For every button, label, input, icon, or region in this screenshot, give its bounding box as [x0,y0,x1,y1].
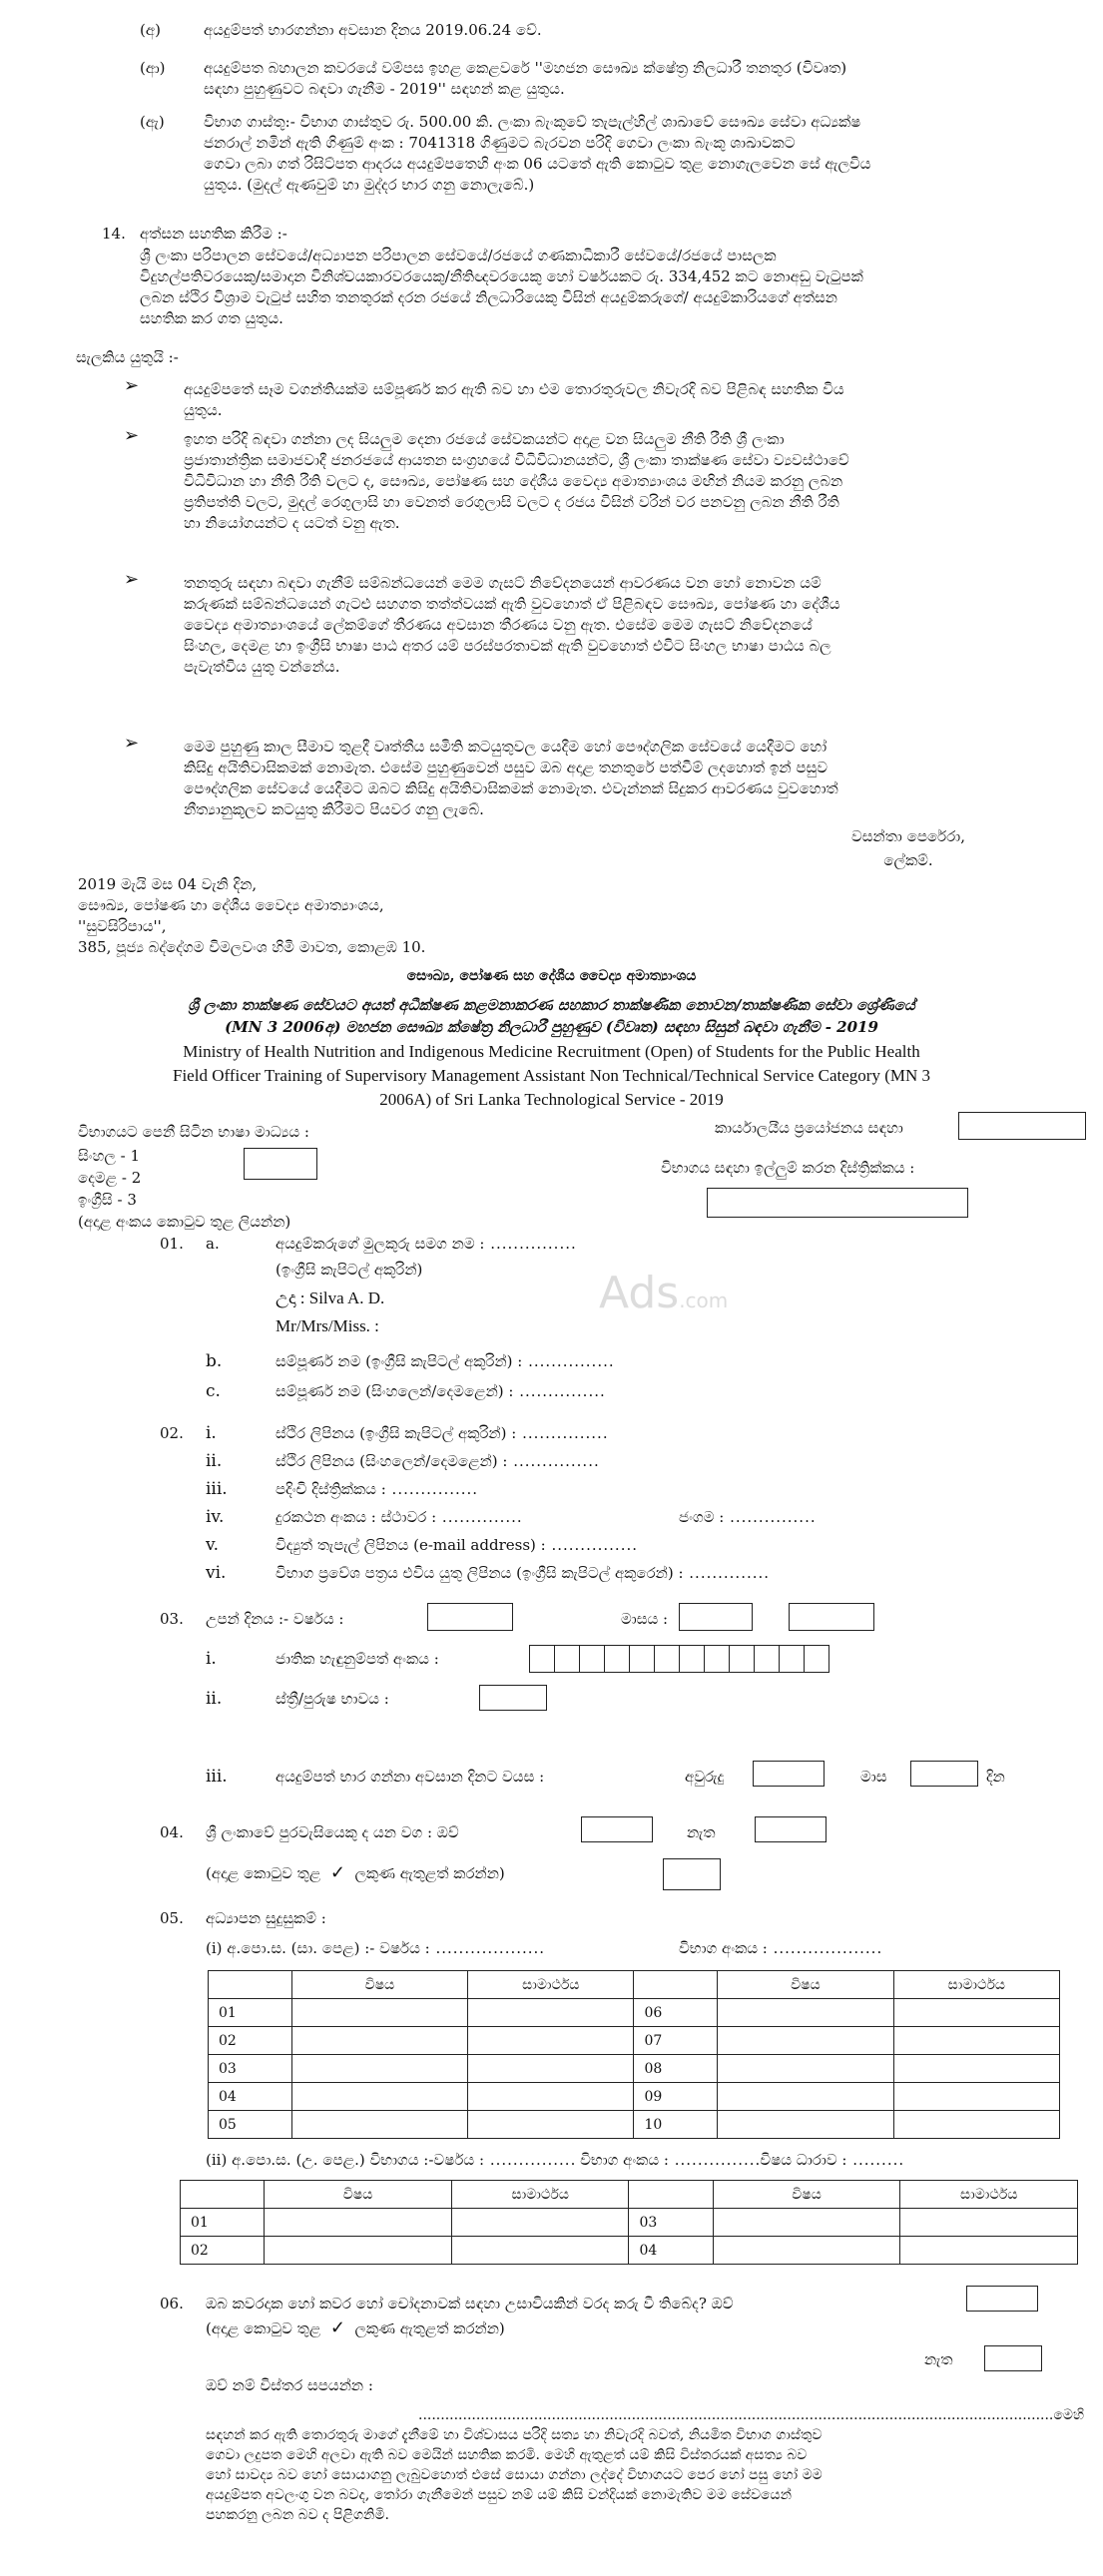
q01-a-num: a. [206,1235,220,1253]
convicted-yes-box[interactable] [966,2286,1038,2312]
form-title-en-1: Ministry of Health Nutrition and Indigenous Medicine Recruitment (Open) of Students for the Public Health [183,1042,920,1061]
bullet-arrow-icon: ➢ [124,375,140,396]
citizen-office-box[interactable] [663,1858,721,1890]
q02-vi-num: vi. [206,1563,227,1583]
q02-i-num: i. [206,1423,217,1443]
form-ministry: සෞඛ්‍ය, පෝෂණ සහ දේශීය වෛද්‍ය අමාත්‍යාංශය [406,968,697,984]
dob-month-box[interactable] [679,1603,753,1631]
table-header-row: විෂය සාමාර්ථය විෂය සාමාර්ථය [181,2181,1078,2209]
citizen-no-box[interactable] [755,1816,827,1842]
q01-a-hint: (ඉංග්‍රීසි කැපිටල් අකුරින්) [276,1261,423,1279]
convicted-no-box[interactable] [984,2345,1042,2371]
item-ae-label: (ඇ) [140,113,165,131]
watermark-logo: Ads.com [599,1268,729,1318]
language-option-si: සිංහල - 1 [78,1147,140,1165]
q01-a-label: අයදුම්කරුගේ මුලකුරු සමග නම : ............... [276,1235,577,1253]
notes-heading: සැලකිය යුතුයි :- [76,348,179,366]
table-row[interactable]: 02 04 [181,2237,1078,2265]
q03-age-label: අයදුම්පත් භාර ගන්නා අවසාන දිනට වයස : [276,1768,545,1786]
bullet-arrow-icon: ➢ [124,569,140,590]
item-ae-text: විභාග ගාස්තු:- විභාග ගාස්තුව රු. 500.00 කි. ලංකා බැංකුවේ තැපැල්හිල් ශාඛාවේ සෞඛ්‍ය සේවා අධ්‍යක්ෂ ජනරාල් නමින් ඇති ගිණුම් අංක : 7041318 ගිණුමට බැරවන පරිදි ගෙවා ලංකා බැංකු ශාඛාවකට ගෙවා ලබා ගත් රිසිට්පත ආදරය අයදුම්පතෙහි අංක 06 යටතේ ඇති කොටුව තුළ නොගැලවෙන සේ ඇලවිය යුතුය. (මුදල් ඇණවුම් හා මුද්දර භාර ගනු නොලැබේ.) [204,113,871,194]
q02-vi-label: විභාග ප්‍රවේශ පත්‍රය එවිය යුතු ලිපිනය (ඉංග්‍රීසි කැපිටල් අකුරෙන්) : .............. [276,1564,771,1582]
table-row[interactable]: 05 10 [209,2111,1060,2139]
q02-ii-num: ii. [206,1451,223,1471]
note-1: අයදුම්පතේ සෑම වගන්තියක්ම සම්පූර්ණ කර ඇති බව හා එම තොරතුරුවල නිවැරදි බව පිළිබඳ සහතික විය යුතුය. [184,380,844,419]
q04-no: නැත [687,1823,716,1841]
q03-age-days: දින [986,1768,1005,1786]
q03-age-months: මාස [860,1768,887,1786]
ol-results-table [208,1970,1060,2139]
q02-iv-mobile: ජංගම : ............... [679,1508,817,1526]
q02-v-num: v. [206,1535,219,1555]
nic-input-grid[interactable] [529,1645,828,1673]
form-title-si-1: ශ්‍රී ලංකා තාක්ෂණ සේවයට අයත් අධීක්ෂණ කළමනාකරණ සහකාර තාක්ෂණික නොවන/තාක්ෂණික සේවා ශ්‍රේණියේ [188,996,915,1014]
note-4: මෙම පුහුණු කාල සීමාව තුළදී වෘත්තීය සමිති කටයුතුවල යෙදීම හෝ පෞද්ගලික සේවයේ යෙදීමට හෝ කිසිදු අයිතිවාසිකමක් නොමැත. එසේම පුහුණුවෙන් පසුව ඔබ අදාළ තනතුරේ පත්වීම් ලදහොත් ඉන් පසුව පෞද්ගලික සේවයේ යෙදීමට ඔබට කිසිදු අයිතිවාසිකමක් නොමැත. එවැන්නක් සිදුකර ආවරණය වුවහොත් නීත්‍යානුකූලව කටයුතු කිරීමට පියවර ගනු ලැබේ. [184,738,838,818]
q05-ol-index: විභාග අංකය : ................... [679,1939,883,1957]
sec14-body: ශ්‍රී ලංකා පරිපාලන සේවයේ/අධ්‍යාපන පරිපාලන සේවයේ/රජයේ ගණකාධිකාරී සේවයේ/රජයේ පාසලක විදුහල්පතිවරයෙකු/සමාදාන විනිශ්චයකාරවරයෙකු/නීතිඥවරයෙකු හෝ වර්ෂයකට රු. 334,452 කට නොඅඩු වැටුපක් ලබන ස්ථිර විශ්‍රාම වැටුප් සහිත තනතුරක් දරන රජයේ නිලධාරියෙකු විසින් අයදුම්කරුගේ/ අයදුම්කාරියගේ අත්සන සහතික කර ගත යුතුය. [140,247,863,327]
tick-icon: ✓ [329,2318,345,2338]
language-label: විභාගයට පෙනී සිටින භාෂා මාධ්‍යය : [78,1123,309,1141]
q01-c-label: සම්පූර්ණ නම (සිංහලෙන්/දෙමළෙන්) : ............... [276,1382,606,1400]
form-title-si-2: (MN 3 2006අ) මහජන සෞඛ්‍ය ක්ෂේත්‍ර නිලධාරී පුහුණුව (විවෘත) සඳහා සිසුන් බඳවා ගැනීම - 2019 [225,1018,878,1036]
q06-question: ඔබ කවරදාක හෝ කවර හෝ චෝදනාවක් සඳහා උසාවියකින් වරද කරු වී තිබේද? ඔව් [206,2295,734,2313]
q03-age-years: අවුරුදු [685,1768,725,1786]
district-label: විභාගය සඳහා ඉල්ලුම් කරන දිස්ත්‍රික්කය : [661,1159,915,1177]
declaration-text: ...............................................................................................................................................මෙහි සඳහන් කර ඇති තොරතුරු මාගේ දැනීමේ හා විශ්වාසය පරිදි සත්‍ය හා නිවැරදි බවත්, නියමිත විභාග ගාස්තුව ගෙවා ලදුපත මෙහි අලවා ඇති බව මෙයින් සහතික කරමි. මෙහි ඇතුළත් යම් කිසි විස්තරයක් අසත්‍ය බව හෝ සාවද්‍ය බව හෝ සොයාගනු ලැබුවහොත් එසේ සොයා ගන්නා ලද්දේ විභාගයට පෙර හෝ පසු හෝ මම අයදුම්පත අවලංගු වන බවද, තෝරා ගැනීමෙන් පසුව නම් යම් කිසි වන්දියක් නොමැතිව මම සේවයෙන් පහකරනු ලබන බව ද පිළිගනිමි. [206,2407,1084,2523]
q04-hint: (අදාළ කොටුව තුළ ✓ ලකුණ ඇතුළත් කරන්න) [206,1862,505,1883]
q06-num: 06. [160,2295,184,2313]
q04-label: ශ්‍රී ලංකාවේ පුරවැසියෙකු ද යන වග : ඔව් [206,1823,459,1841]
language-option-ta: දෙමළ - 2 [78,1169,142,1187]
form-title-en-3: 2006A) of Sri Lanka Technological Service - 2019 [379,1090,724,1109]
q03-num: 03. [160,1610,184,1628]
sec14-title: අත්සන සහතික කිරීම :- [140,225,287,243]
q02-iv-label: දුරකථන අංකය : ස්ථාවර : .............. [276,1508,523,1526]
item-aa-label: (ආ) [140,59,166,77]
table-header-row: විෂය සාමාර්ථය විෂය සාමාර්ථය [209,1971,1060,1999]
q06-hint: (අදාළ කොටුව තුළ ✓ ලකුණ ඇතුළත් කරන්න) [206,2318,505,2338]
dob-day-box[interactable] [789,1603,874,1631]
q03-month: මාසය : [621,1610,669,1628]
q02-v-label: විද්‍යුත් තැපැල් ලිපිනය (e-mail address) : ............... [276,1536,638,1554]
q02-iii-num: iii. [206,1479,228,1499]
office-use-box[interactable] [958,1112,1086,1140]
item-aa-text: අයදුම්පත බහාලන කවරයේ වම්පස ඉහළ කෙළවරේ ''මහජන සෞඛ්‍ය ක්ෂේත්‍ර නිලධාරී තනතුර (විවෘත) සඳහා පුහුණුවට බඳවා ගැනීම - 2019'' සඳහන් කළ යුතුය. [204,59,847,98]
q01-b-label: සම්පූර්ණ නම (ඉංග්‍රීසි කැපිටල් අකුරින්) : ............... [276,1352,615,1370]
q02-i-label: ස්ථිර ලිපිනය (ඉංග්‍රීසි කැපිටල් අකුරින්) : ............... [276,1424,609,1442]
table-row[interactable]: 02 07 [209,2027,1060,2055]
age-months-box[interactable] [910,1761,978,1787]
q03-nic-label: ජාතික හැඳුනුම්පත් අංකය : [276,1650,439,1668]
q02-iii-label: පදිංචි දිස්ත්‍රික්කය : ............... [276,1480,479,1498]
q05-label: අධ්‍යාපන සුදුසුකම් : [206,1909,326,1927]
dob-year-box[interactable] [427,1603,513,1631]
q05-num: 05. [160,1909,184,1927]
sec14-num: 14. [102,225,126,243]
sex-input-box[interactable] [479,1685,547,1711]
q04-num: 04. [160,1823,184,1841]
q02-iv-num: iv. [206,1507,225,1527]
age-years-box[interactable] [753,1761,825,1787]
q05-al-label: (ii) අ.පො.ස. (උ. පෙළ.) විභාගය :-වර්ෂය : ............... විභාග අංකය : ...............විෂය ධාරාව : ......... [206,2151,905,2169]
table-row[interactable]: 04 09 [209,2083,1060,2111]
al-results-table [180,2180,1078,2265]
form-title-en-2: Field Officer Training of Supervisory Management Assistant Non Technical/Technical Service Category (MN 3 [173,1066,930,1085]
office-use-label: කාර්යාලයීය ප්‍රයෝජනය සඳහා [715,1119,903,1137]
language-hint: (අදාළ අංකය කොටුව තුළ ලියන්න) [78,1213,291,1231]
bullet-arrow-icon: ➢ [124,733,140,754]
note-3: තනතුරු සඳහා බඳවා ගැනීම් සම්බන්ධයෙන් මෙම ගැසට් නිවේදනයෙන් ආවරණය වන හෝ නොවන යම් කරුණක් සම්බන්ධයෙන් ගැටළු සහගත තත්ත්වයක් ඇති වුවහොත් ඒ පිළිබඳව සෞඛ්‍ය, පෝෂණ හා දේශීය වෛද්‍ය අමාත්‍යාංශයේ ලේකම්ගේ තීරණය අවසාන තීරණය වනු ඇත. එසේම මෙම ගැසට් නිවේදනයේ සිංහල, දෙමළ හා ඉංග්‍රීසි භාෂා පාඨ අතර යම් පරස්පරතාවක් ඇති වුවහොත් එවිට සිංහල භාෂා පාඨය බල පැවැත්විය යුතු වන්නේය. [184,574,840,676]
language-input-box[interactable] [244,1148,317,1180]
q01-c-num: c. [206,1381,221,1401]
item-a-text: අයදුම්පත් භාරගන්නා අවසාන දිනය 2019.06.24 වේ. [204,21,542,39]
q06-no: නැත [924,2350,953,2368]
q03-ii-num: ii. [206,1689,223,1709]
q02-ii-label: ස්ථිර ලිපිනය (සිංහලෙන්/දෙමළෙන්) : ............... [276,1452,600,1470]
q03-sex-label: ස්ත්‍රී/පුරුෂ භාවය : [276,1690,389,1708]
issue-address: 2019 මැයි මස 04 වැනි දින, සෞඛ්‍ය, පෝෂණ හා දේශීය වෛද්‍ය අමාත්‍යාංශය, ''සුවසිරිපාය'', 385, පූජ්‍ය බද්දේගම විමලවංශ හිමි මාවත, කොළඹ 10. [78,875,426,956]
q01-a-title: Mr/Mrs/Miss. : [276,1316,379,1335]
district-input-box[interactable] [707,1188,968,1218]
q01-num: 01. [160,1235,184,1253]
signatory-title: ලේකම්. [883,851,933,869]
q01-b-num: b. [206,1351,223,1371]
q03-iii-num: iii. [206,1767,228,1787]
bullet-arrow-icon: ➢ [124,425,140,446]
language-option-en: ඉංග්‍රීසි - 3 [78,1191,137,1209]
q03-dob: උපන් දිනය :- වර්ෂය : [206,1610,344,1628]
q03-i-num: i. [206,1649,217,1669]
tick-icon: ✓ [329,1862,345,1883]
q01-a-example: උදා : Silva A. D. [276,1288,385,1307]
item-a-label: (අ) [140,21,161,39]
table-row[interactable]: 01 06 [209,1999,1060,2027]
table-row[interactable]: 03 08 [209,2055,1060,2083]
q05-ol-label: (i) අ.පො.ස. (සා. පෙළ) :- වර්ෂය : ................... [206,1939,546,1957]
note-2: ඉහත පරිදි බඳවා ගන්නා ලද සියලුම දෙනා රජයේ සේවකයන්ට අදාළ වන සියලුම නීති රීති ශ්‍රී ලංකා ප්‍රජාතාන්ත්‍රික සමාජවාදී ජනරජයේ ආයතන සංග්‍රහයේ විධිවිධානයන්ට, ශ්‍රී ලංකා තාක්ෂණ සේවා ව්‍යවස්ථාවේ විධිවිධාන හා නීති රීති වලට ද, සෞඛ්‍ය, පෝෂණ සහ දේශීය වෛද්‍ය අමාත්‍යාංශය මඟින් නියම කරනු ලබන ප්‍රතිපත්ති වලට, මුදල් රෙගුලාසි හා වෙනත් රෙගුලාසි වලට ද රජය විසින් වරින් වර පනවනු ලබන නීති රීති හා නියෝගයන්ට ද යටත් වනු ඇත. [184,430,849,532]
q06-details-label: ඔව් නම් විස්තර සපයන්න : [206,2376,373,2394]
q02-num: 02. [160,1424,184,1442]
table-row[interactable]: 01 03 [181,2209,1078,2237]
signatory-name: වසන්තා පෙරේරා, [850,827,966,845]
citizen-yes-box[interactable] [581,1816,653,1842]
